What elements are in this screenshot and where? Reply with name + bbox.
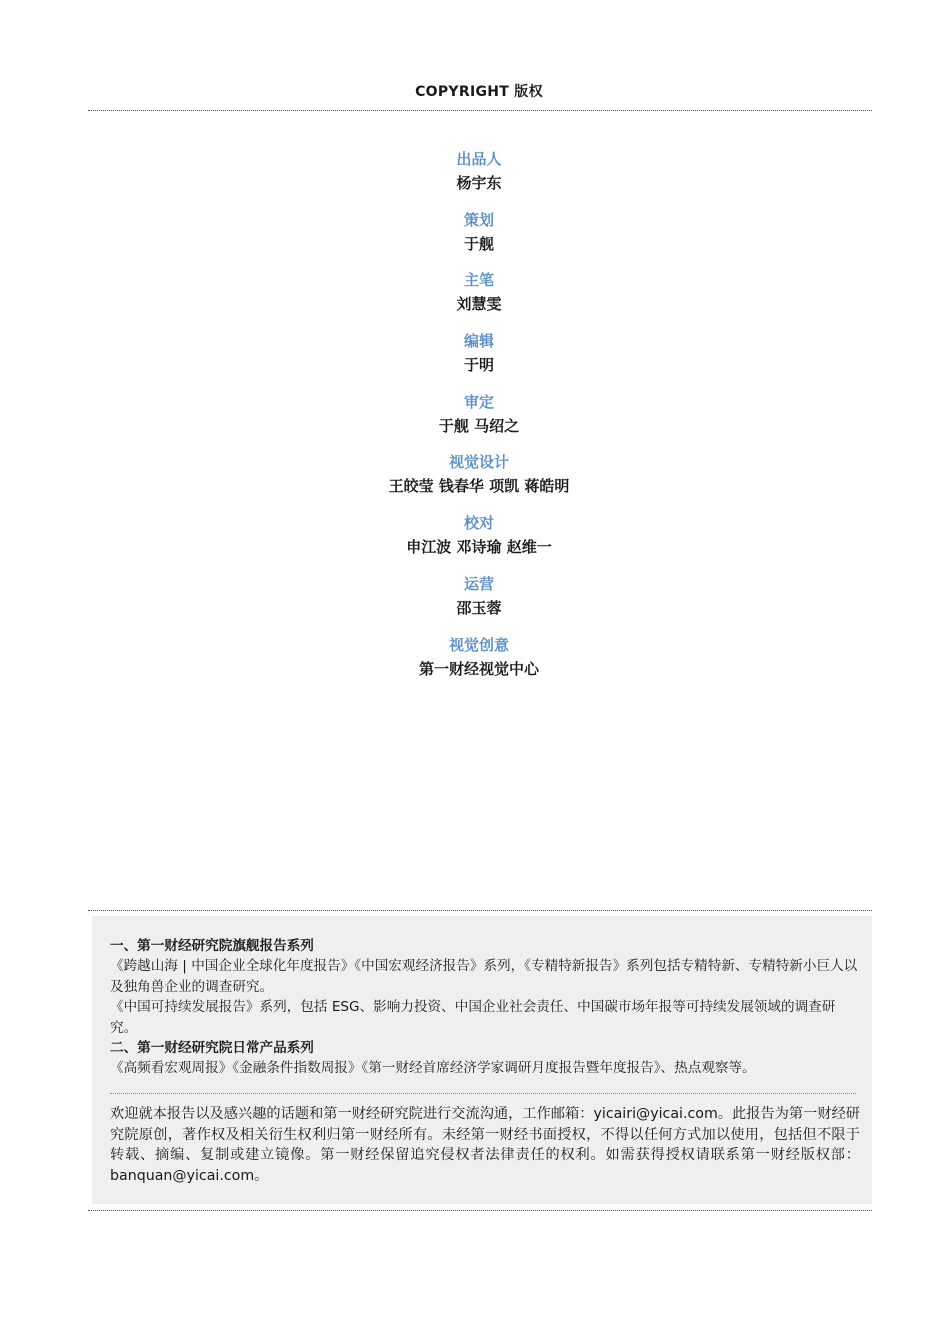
credit-visual-creative	[0, 633, 950, 694]
series-paragraph: 《中国可持续发展报告》系列，包括 ESG、影响力投资、中国企业社会责任、中国碳市场年报等可持续发展领域的调查研究。	[110, 999, 836, 1036]
credit-role: 运营	[463, 574, 494, 593]
credit-name: 杨宇东	[456, 174, 502, 192]
credits-list	[0, 147, 950, 693]
credit-planning	[0, 208, 950, 269]
credit-role: 视觉设计	[448, 453, 509, 472]
credit-lead-writer	[0, 268, 950, 329]
credit-proofreading	[0, 511, 950, 572]
page-title: COPYRIGHT 版权	[415, 84, 543, 100]
credit-role: 校对	[463, 514, 494, 533]
info-inner-divider	[110, 1093, 856, 1094]
credit-editor	[0, 329, 950, 390]
credit-name: 第一财经视觉中心	[418, 659, 539, 678]
credit-operations	[0, 572, 950, 633]
credit-role: 出品人	[456, 150, 502, 168]
report-series	[110, 936, 862, 1079]
header-divider	[88, 110, 872, 111]
copyright-notice: 欢迎就本报告以及感兴趣的话题和第一财经研究院进行交流沟通，工作邮箱：yicairi@yicai.com。此报告为第一财经研究院原创，著作权及相关衍生权利归第一财经所有。未经第一财经书面授权，不得以任何方式加以使用，包括但不限于转载、摘编、复制或建立镜像。第一财经保留追究侵权者法律责任的权利。如需获得授权请联系第一财经版权部：banquan@yicai.com。	[110, 1106, 860, 1184]
credit-name: 于舰	[463, 234, 494, 253]
info-bottom-divider	[88, 1210, 872, 1211]
credit-name: 王皎莹 钱春华 项凯 蒋皓明	[388, 477, 570, 496]
credit-name: 申江波 邓诗瑜 赵维一	[406, 538, 552, 557]
series-heading-daily: 二、第一财经研究院日常产品系列	[110, 1040, 314, 1057]
credit-name: 邵玉蓉	[456, 598, 502, 617]
credit-role: 编辑	[463, 332, 494, 351]
info-top-divider	[88, 910, 872, 911]
credit-role: 主笔	[463, 271, 494, 290]
credit-role: 策划	[463, 210, 494, 229]
credit-reviewer	[0, 390, 950, 451]
series-paragraph: 《高频看宏观周报》《金融条件指数周报》《第一财经首席经济学家调研月度报告暨年度报告》、热点观察等。	[110, 1060, 756, 1077]
credit-role: 审定	[463, 392, 494, 411]
credit-name: 于舰 马绍之	[438, 416, 520, 435]
series-heading-flagship: 一、第一财经研究院旗舰报告系列	[110, 938, 314, 954]
credit-visual-design	[0, 450, 950, 511]
credit-producer	[0, 147, 950, 208]
credit-role: 视觉创意	[448, 635, 509, 654]
series-paragraph: 《跨越山海 | 中国企业全球化年度报告》《中国宏观经济报告》系列，《专精特新报告》系列包括专精特新、专精特新小巨人以及独角兽企业的调查研究。	[110, 958, 858, 995]
credit-name: 刘慧雯	[456, 295, 502, 314]
credit-name: 于明	[463, 356, 494, 375]
